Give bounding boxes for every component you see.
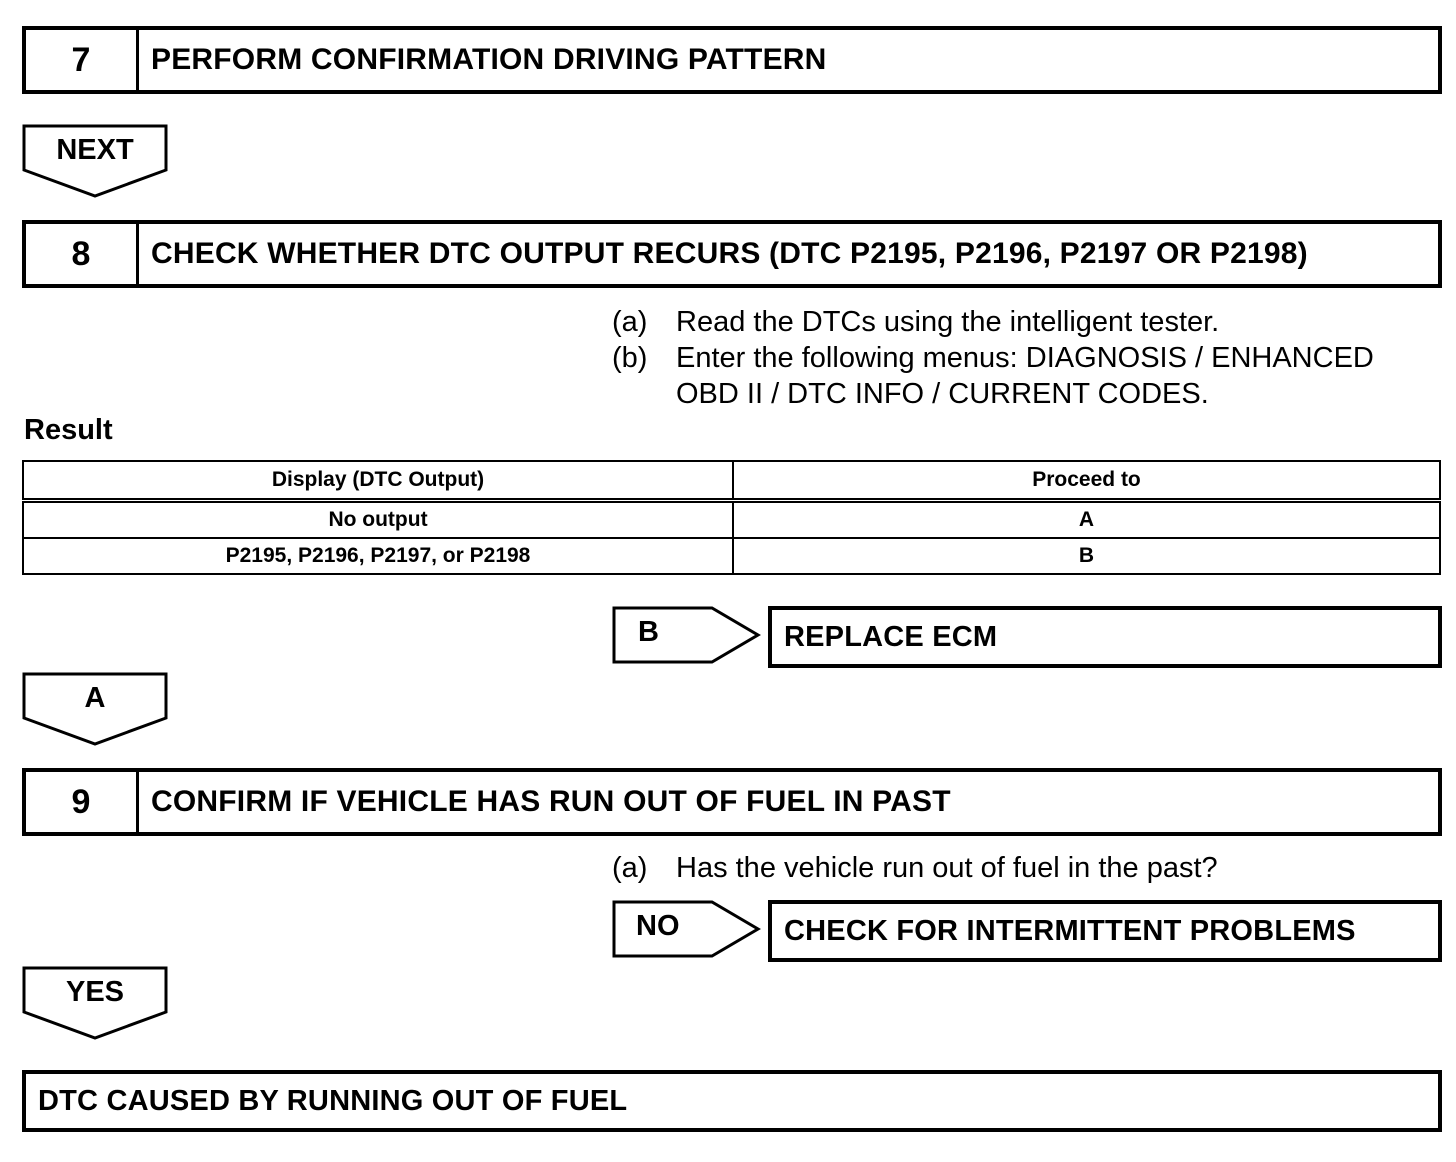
table-header-row [23, 461, 1440, 501]
step-8-header [22, 220, 1442, 288]
instruction-item [612, 850, 1432, 886]
table-header-cell: Proceed to [733, 461, 1440, 501]
table-header-cell: Display (DTC Output) [23, 461, 733, 501]
step-number: 8 [26, 224, 139, 284]
step-number: 7 [26, 30, 139, 90]
next-label: NEXT [56, 134, 134, 166]
instruction-item [612, 304, 1432, 340]
table-cell: P2195, P2196, P2197, or P2198 [23, 538, 733, 574]
a-label: A [84, 682, 106, 714]
b-arrow [612, 606, 762, 664]
right-arrow-icon [612, 606, 762, 664]
instruction-text: Has the vehicle run out of fuel in the past? [676, 852, 1218, 884]
step-9-header [22, 768, 1442, 836]
instruction-text: Enter the following menus: DIAGNOSIS / ENHANCED OBD II / DTC INFO / CURRENT CODES. [676, 342, 1374, 410]
no-label: NO [636, 910, 680, 942]
final-conclusion-box: DTC CAUSED BY RUNNING OUT OF FUEL [22, 1070, 1442, 1132]
a-arrow [22, 672, 168, 746]
step-9-instructions [612, 850, 1432, 886]
instruction-mark: (a) [612, 306, 648, 338]
right-arrow-icon [612, 900, 762, 958]
table-row [23, 538, 1440, 574]
table-cell: No output [23, 501, 733, 539]
instruction-mark: (a) [612, 852, 648, 884]
next-arrow [22, 124, 168, 198]
step-title: CONFIRM IF VEHICLE HAS RUN OUT OF FUEL IN PAST [151, 785, 951, 818]
result-heading: Result [24, 414, 113, 446]
replace-ecm-box: REPLACE ECM [768, 606, 1442, 668]
step-number: 9 [26, 772, 139, 832]
step-title: CHECK WHETHER DTC OUTPUT RECURS (DTC P2195, P2196, P2197 OR P2198) [151, 237, 1308, 270]
yes-label: YES [65, 976, 125, 1008]
yes-arrow [22, 966, 168, 1040]
no-arrow [612, 900, 762, 958]
result-table [22, 460, 1441, 575]
step-title: PERFORM CONFIRMATION DRIVING PATTERN [151, 43, 827, 76]
table-cell: A [733, 501, 1440, 539]
step-8-instructions [612, 304, 1432, 412]
intermittent-problems-box: CHECK FOR INTERMITTENT PROBLEMS [768, 900, 1442, 962]
step-7-header [22, 26, 1442, 94]
instruction-mark: (b) [612, 342, 648, 374]
instruction-item [612, 340, 1432, 412]
table-row [23, 501, 1440, 539]
table-cell: B [733, 538, 1440, 574]
b-label: B [638, 616, 659, 648]
instruction-text: Read the DTCs using the intelligent tester. [676, 306, 1220, 338]
